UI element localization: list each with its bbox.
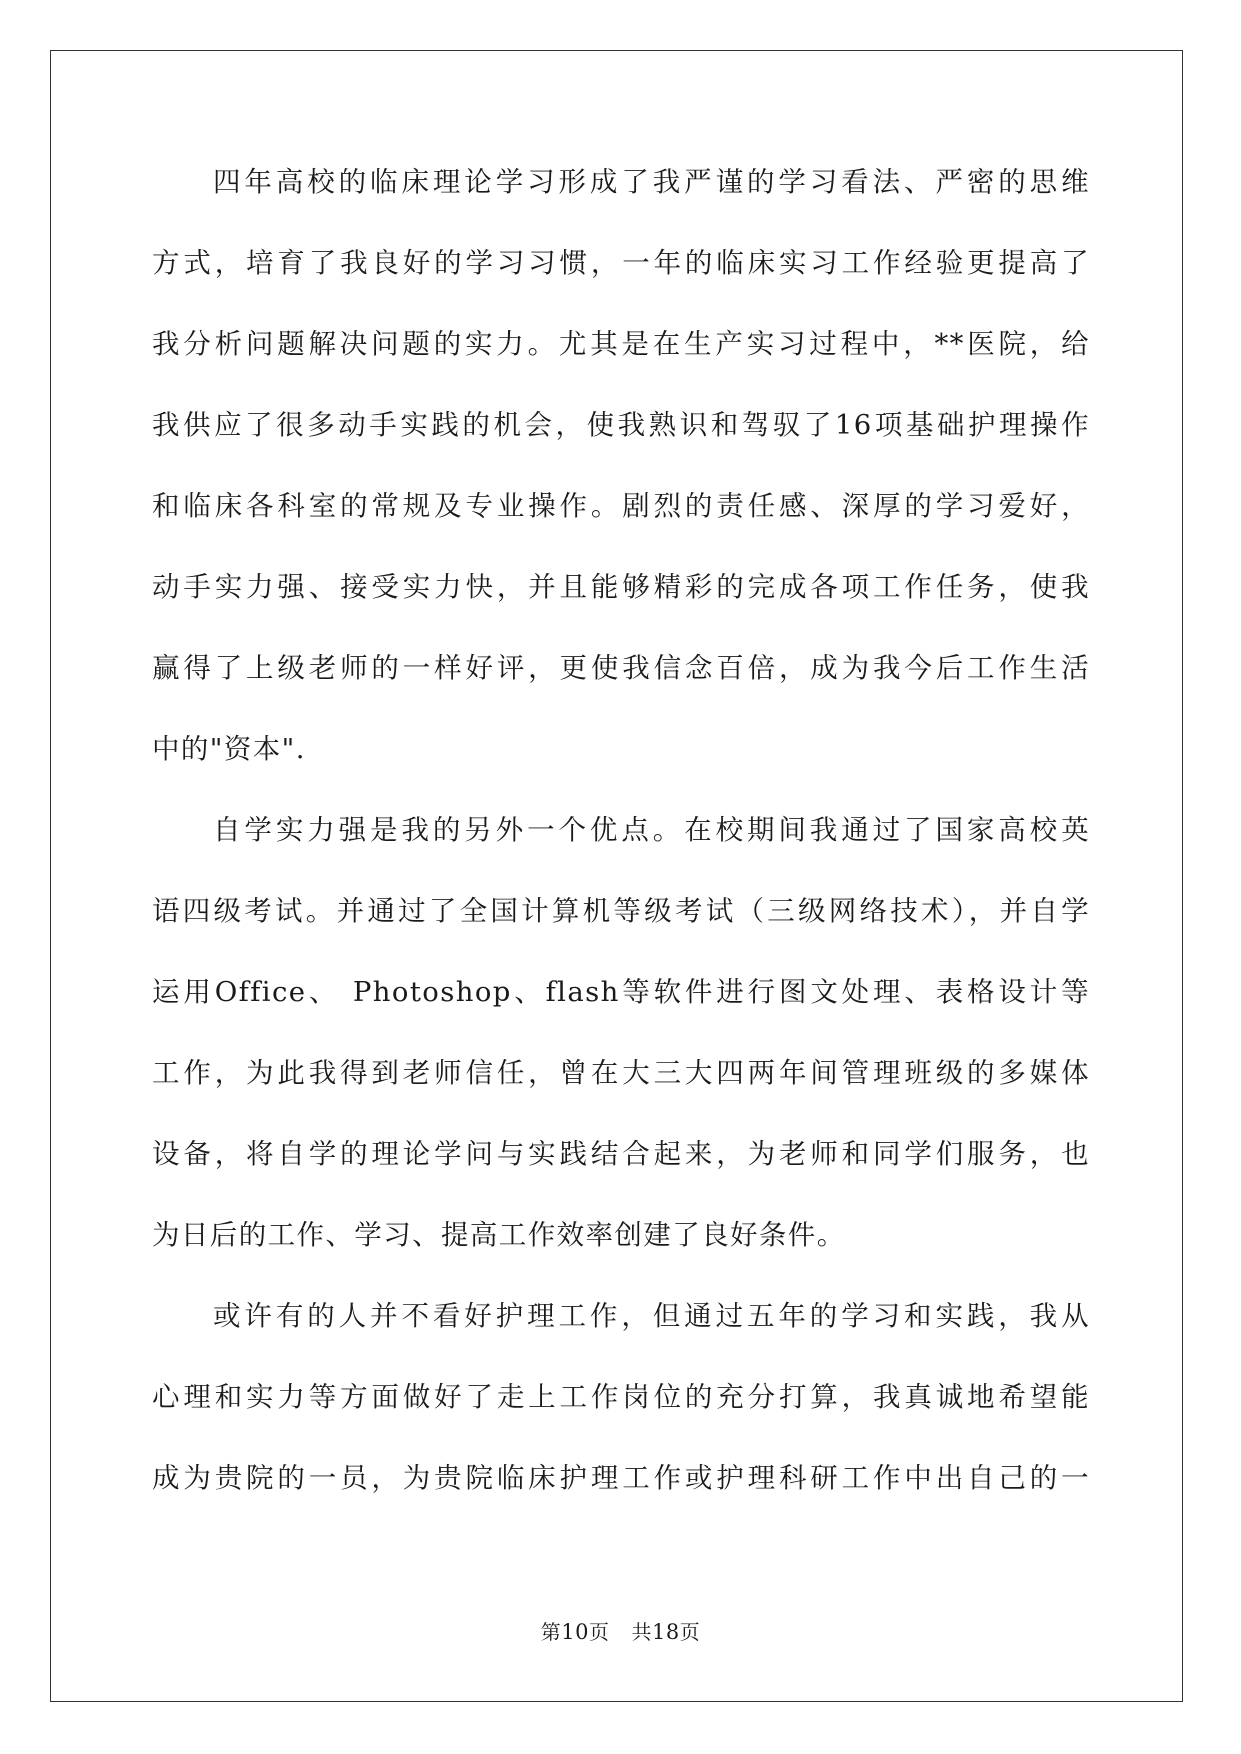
page-suffix: 页: [589, 1620, 610, 1644]
page-prefix: 第: [540, 1620, 562, 1644]
text-line: 成为贵院的一员，为贵院临床护理工作或护理科研工作中出自己的一: [152, 1462, 1090, 1494]
page-number-total: 18: [652, 1620, 680, 1644]
text-line: 语四级考试。并通过了全国计算机等级考试（三级网络技术），并自学: [152, 895, 1090, 927]
document-body: [152, 162, 1090, 1539]
page-footer: [0, 1620, 1241, 1644]
text-line: 或许有的人并不看好护理工作，但通过五年的学习和实践，我从: [213, 1300, 1090, 1332]
total-suffix: 页: [679, 1620, 701, 1644]
text-line: 我供应了很多动手实践的机会，使我熟识和驾驭了16项基础护理操作: [152, 409, 1090, 441]
page-number-current: 10: [561, 1620, 589, 1644]
text-line: 心理和实力等方面做好了走上工作岗位的充分打算，我真诚地希望能: [152, 1381, 1090, 1413]
text-line: 自学实力强是我的另外一个优点。在校期间我通过了国家高校英: [213, 814, 1090, 846]
total-prefix: 共: [631, 1620, 652, 1644]
text-line: 为日后的工作、学习、提高工作效率创建了良好条件。: [152, 1219, 846, 1251]
text-line: 工作，为此我得到老师信任，曾在大三大四两年间管理班级的多媒体: [152, 1057, 1090, 1089]
text-line: 方式，培育了我良好的学习习惯，一年的临床实习工作经验更提高了: [152, 247, 1090, 279]
text-line: 动手实力强、接受实力快，并且能够精彩的完成各项工作任务，使我: [152, 571, 1090, 603]
text-line: 四年高校的临床理论学习形成了我严谨的学习看法、严密的思维: [213, 166, 1090, 198]
text-line: 设备，将自学的理论学问与实践结合起来，为老师和同学们服务，也: [152, 1138, 1090, 1170]
text-line: 我分析问题解决问题的实力。尤其是在生产实习过程中，**医院，给: [152, 328, 1090, 360]
text-line: 和临床各科室的常规及专业操作。剧烈的责任感、深厚的学习爱好，: [152, 490, 1090, 522]
text-line: 运用Office、 Photoshop、flash等软件进行图文处理、表格设计等: [152, 976, 1090, 1008]
text-line: 中的"资本".: [152, 733, 306, 765]
text-line: 赢得了上级老师的一样好评，更使我信念百倍，成为我今后工作生活: [152, 652, 1090, 684]
